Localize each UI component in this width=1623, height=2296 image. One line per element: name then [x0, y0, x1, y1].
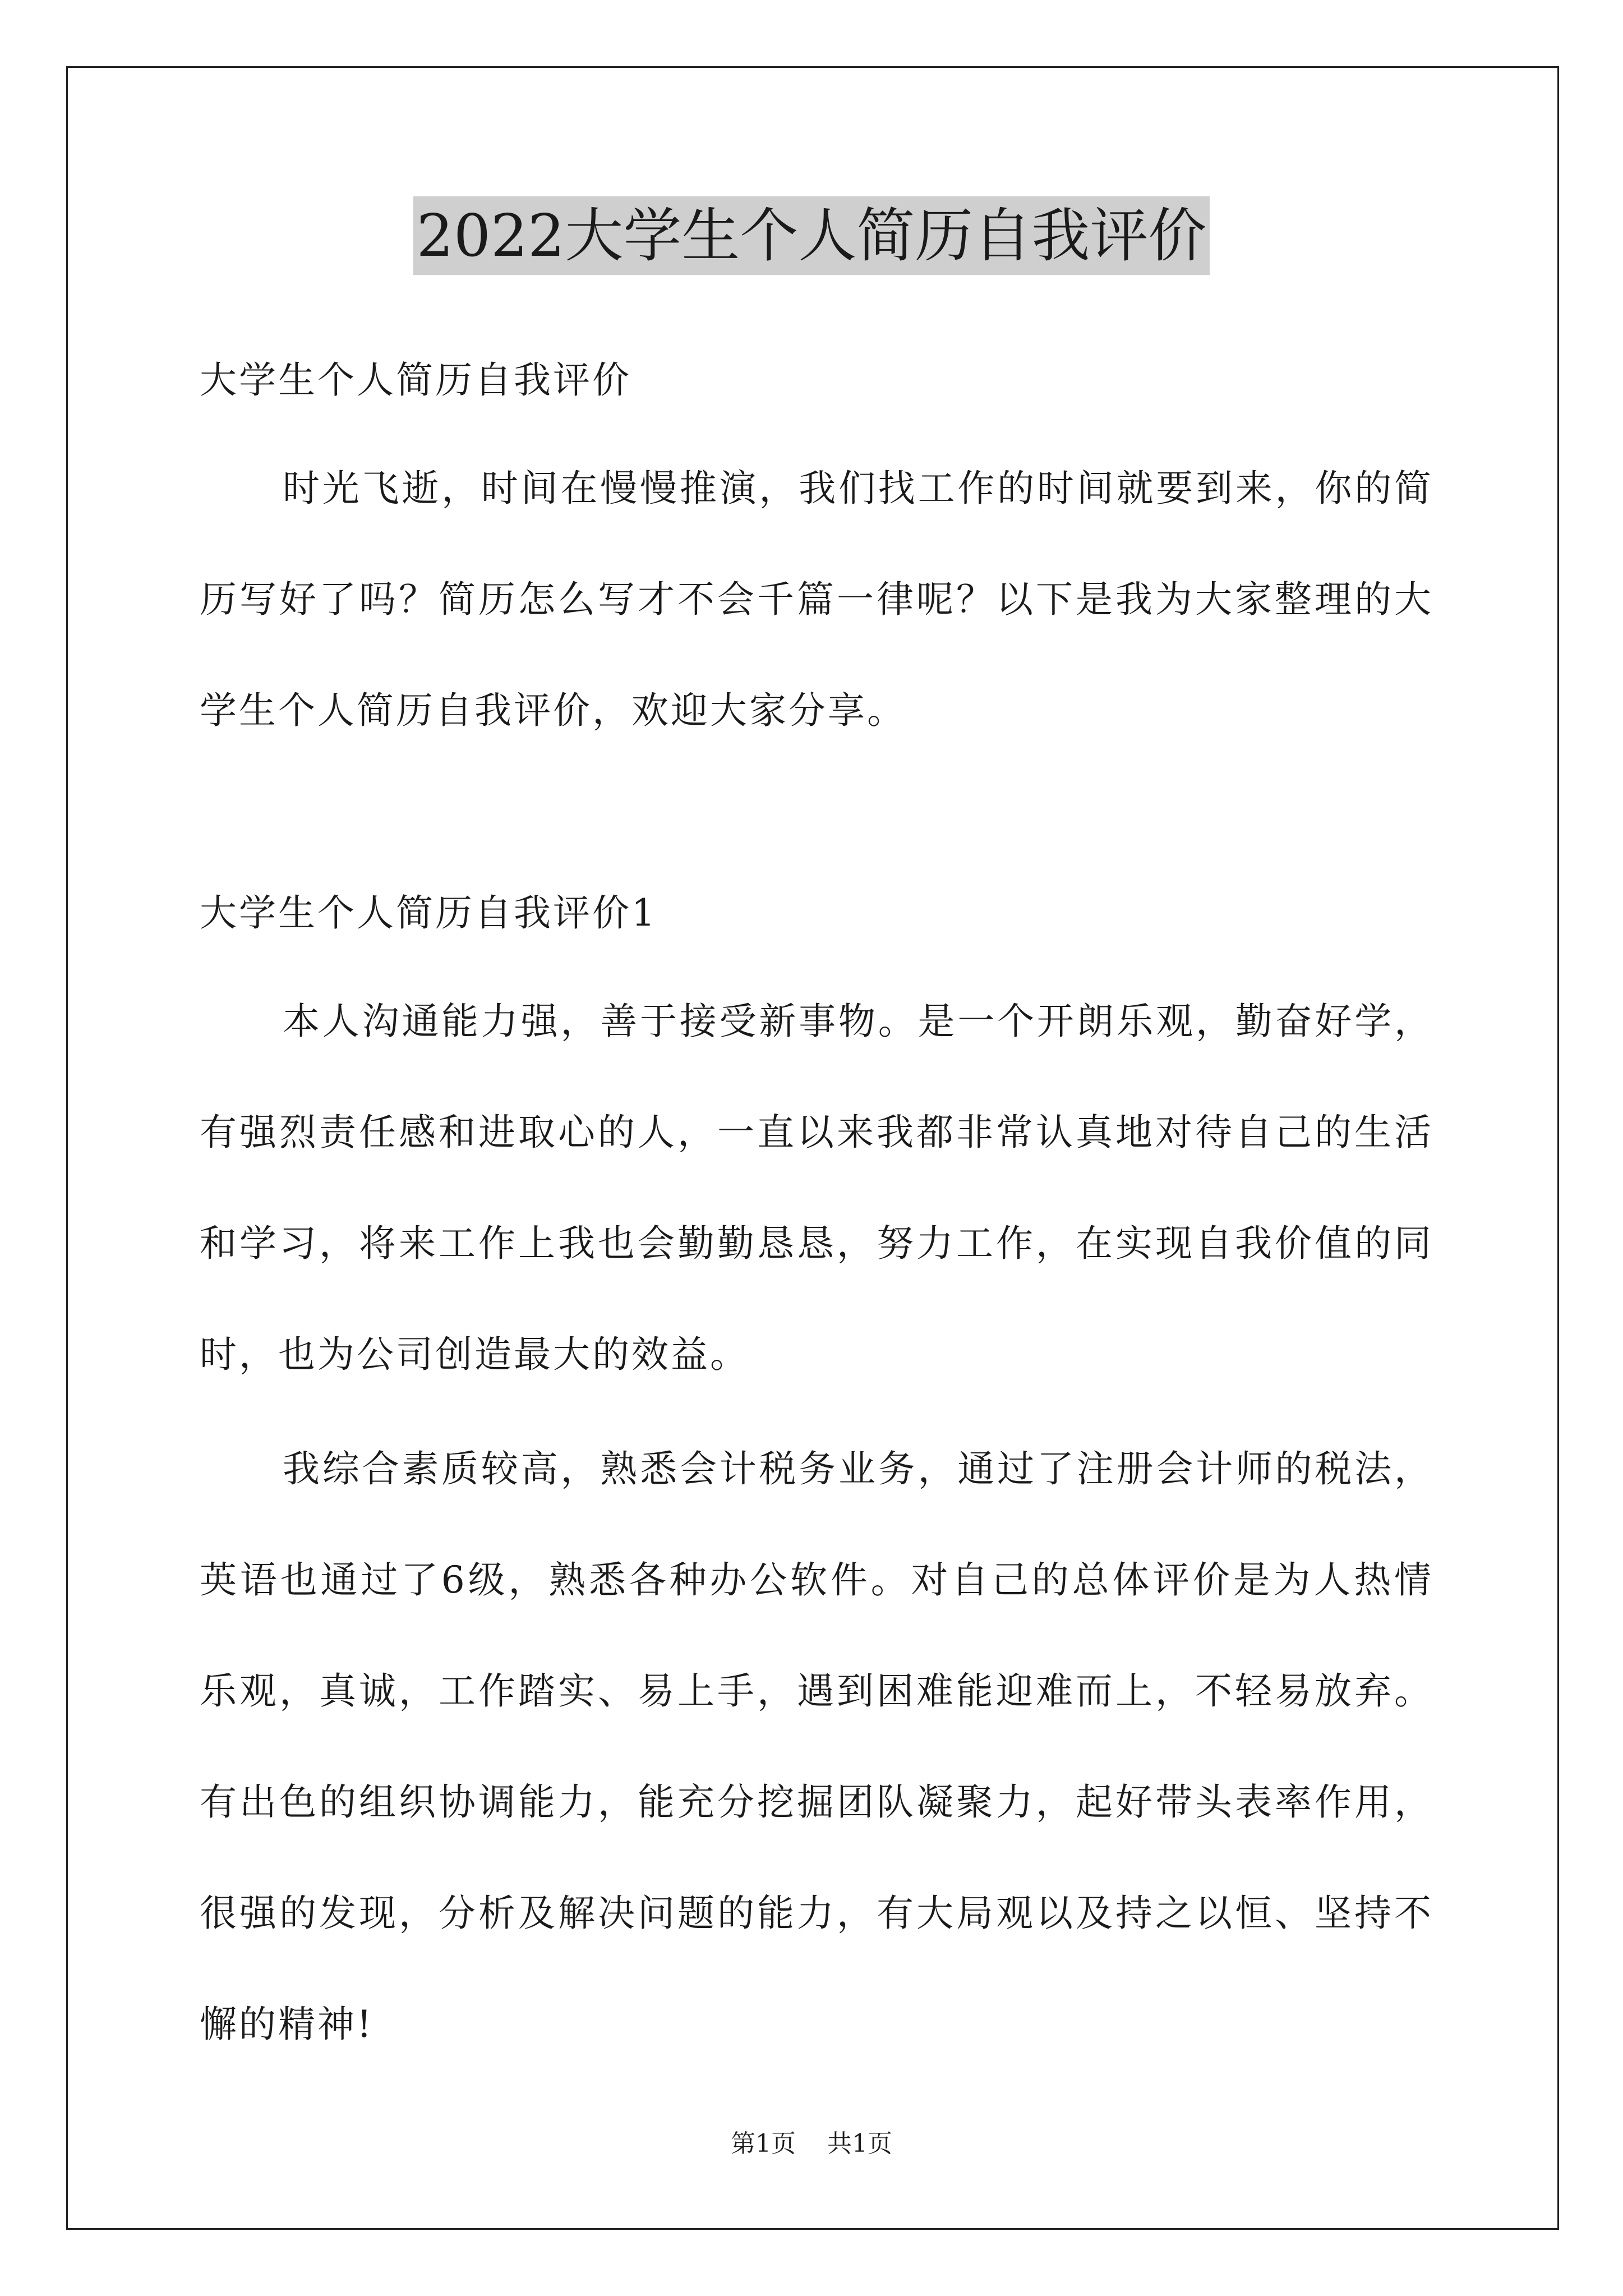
- section-paragraph: 本人沟通能力强，善于接受新事物。是一个开朗乐观，勤奋好学，有强烈责任感和进取心的人，一直以来我都非常认真地对待自己的生活和学习，将来工作上我也会勤勤恳恳，努力工作，在实现自我价值的同时，也为公司创造最大的效益。: [200, 1000, 1433, 1376]
- page-total: 共1页: [827, 2129, 892, 2158]
- section-paragraph: 我综合素质较高，熟悉会计税务业务，通过了注册会计师的税法，英语也通过了6级，熟悉各种办公软件。对自己的总体评价是为人热情乐观，真诚，工作踏实、易上手，遇到困难能迎难而上，不轻易放弃。有出色的组织协调能力，能充分挖掘团队凝聚力，起好带头表率作用，很强的发现，分析及解决问题的能力，有大局观以及持之以恒、坚持不懈的精神!: [200, 1447, 1433, 2046]
- page-number: 第1页: [731, 2129, 796, 2158]
- title-container: [0, 196, 1623, 275]
- intro-paragraph: 时光飞逝，时间在慢慢推演，我们找工作的时间就要到来，你的简历写好了吗？简历怎么写才不会千篇一律呢？以下是我为大家整理的大学生个人简历自我评价，欢迎大家分享。: [200, 467, 1433, 732]
- subtitle-heading: 大学生个人简历自我评价: [200, 358, 631, 402]
- section-heading: 大学生个人简历自我评价1: [200, 891, 657, 935]
- document-title: 2022大学生个人简历自我评价: [413, 196, 1210, 275]
- page-footer: [0, 2127, 1623, 2161]
